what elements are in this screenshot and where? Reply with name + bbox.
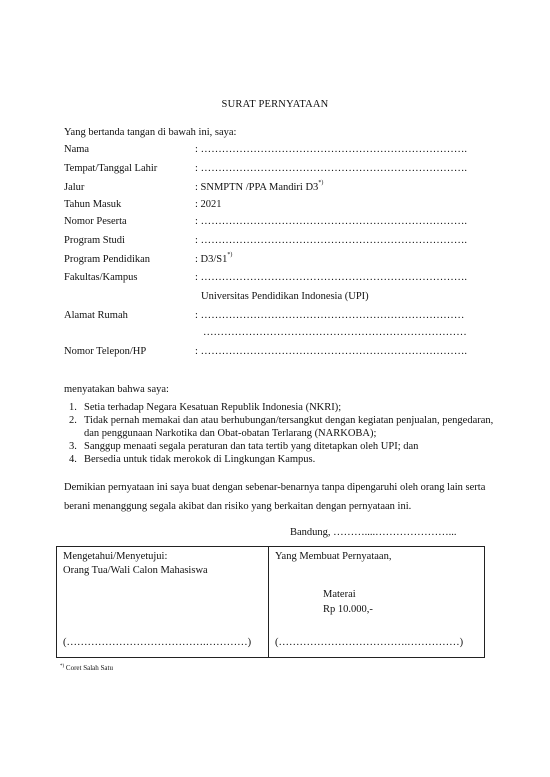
- table-divider: [268, 547, 269, 657]
- statement-list: [64, 401, 494, 466]
- approval-label: Mengetahui/Menyetujui:: [63, 551, 168, 562]
- footnote-marker: *): [227, 252, 233, 258]
- document-title: SURAT PERNYATAAN: [221, 99, 329, 110]
- field-label: Tempat/Tanggal Lahir: [64, 163, 158, 174]
- city-date: Bandung, ………....…………………...: [290, 527, 457, 538]
- list-item: 1. Setia terhadap Negara Kesatuan Republik Indonesia (NKRI);: [69, 402, 342, 413]
- university-name: Universitas Pendidikan Indonesia (UPI): [201, 291, 369, 302]
- materai-amount: Rp 10.000,-: [323, 604, 373, 615]
- field-value: : ………………………………………………………………….: [195, 272, 468, 283]
- closing-paragraph: Demikian pernyataan ini saya buat dengan sebenar-benarnya tanpa dipengaruhi oleh orang lain serta berani menanggung segala akibat dan risiko yang berkaitan dengan pernyataan ini.: [64, 482, 486, 512]
- field-value: : ………………………………………………………………….: [195, 346, 468, 357]
- field-nomor-peserta: [64, 216, 494, 230]
- field-label: Program Studi: [64, 235, 125, 246]
- field-tempat-tanggal-lahir: [64, 163, 494, 177]
- field-value: : D3/S1*): [195, 252, 233, 265]
- field-program-studi: [64, 235, 494, 249]
- field-label: Nama: [64, 144, 90, 155]
- field-jalur: [64, 182, 494, 196]
- parent-signature-line: (………………………………….…………): [63, 637, 252, 648]
- field-label: Program Pendidikan: [64, 254, 151, 265]
- field-fakultas-kampus: [64, 272, 494, 286]
- field-value: : …………………………………………………………………: [195, 310, 465, 321]
- list-item: 2. Tidak pernah memakai dan atau berhubungan/tersangkut dengan kegiatan penjualan, pengedaran, dan penggunaan Narkotika dan Obat-obatan Terlarang (NARKOBA);: [69, 415, 494, 439]
- field-label: Tahun Masuk: [64, 199, 122, 210]
- list-item: 4. Bersedia untuk tidak merokok di Lingkungan Kampus.: [69, 454, 316, 465]
- signature-table: [56, 546, 485, 658]
- field-label: Alamat Rumah: [64, 310, 128, 321]
- field-label: Nomor Peserta: [64, 216, 127, 227]
- field-value: : SNMPTN /PPA Mandiri D3*): [195, 180, 324, 193]
- field-value: : ………………………………………………………………….: [195, 216, 468, 227]
- field-value: : ………………………………………………………………….: [195, 163, 468, 174]
- field-value: : 2021: [195, 199, 222, 210]
- field-label: Fakultas/Kampus: [64, 272, 138, 283]
- declaration-intro: menyatakan bahwa saya:: [64, 384, 169, 395]
- field-nama: [64, 144, 494, 158]
- list-item: 3. Sanggup menaati segala peraturan dan tata tertib yang ditetapkan oleh UPI; dan: [69, 441, 419, 452]
- materai-label: Materai: [323, 589, 356, 600]
- field-value: : ………………………………………………………………….: [195, 144, 468, 155]
- field-label: Nomor Telepon/HP: [64, 346, 147, 357]
- parent-label: Orang Tua/Wali Calon Mahasiswa: [63, 565, 208, 576]
- field-program-pendidikan: [64, 254, 494, 268]
- address-line-2: …………………………………………………………………: [203, 327, 467, 338]
- declarant-signature-line: (……………………………….……………): [275, 637, 464, 648]
- field-label: Jalur: [64, 182, 85, 193]
- declarant-label: Yang Membuat Pernyataan,: [275, 551, 392, 562]
- field-nomor-telepon: [64, 346, 494, 360]
- field-tahun-masuk: [64, 199, 494, 213]
- footnote-marker: *): [318, 180, 324, 186]
- footnote: *) Coret Salah Satu: [60, 664, 113, 672]
- field-value: : ………………………………………………………………….: [195, 235, 468, 246]
- intro-text: Yang bertanda tangan di bawah ini, saya:: [64, 127, 237, 138]
- field-alamat-rumah: [64, 310, 494, 324]
